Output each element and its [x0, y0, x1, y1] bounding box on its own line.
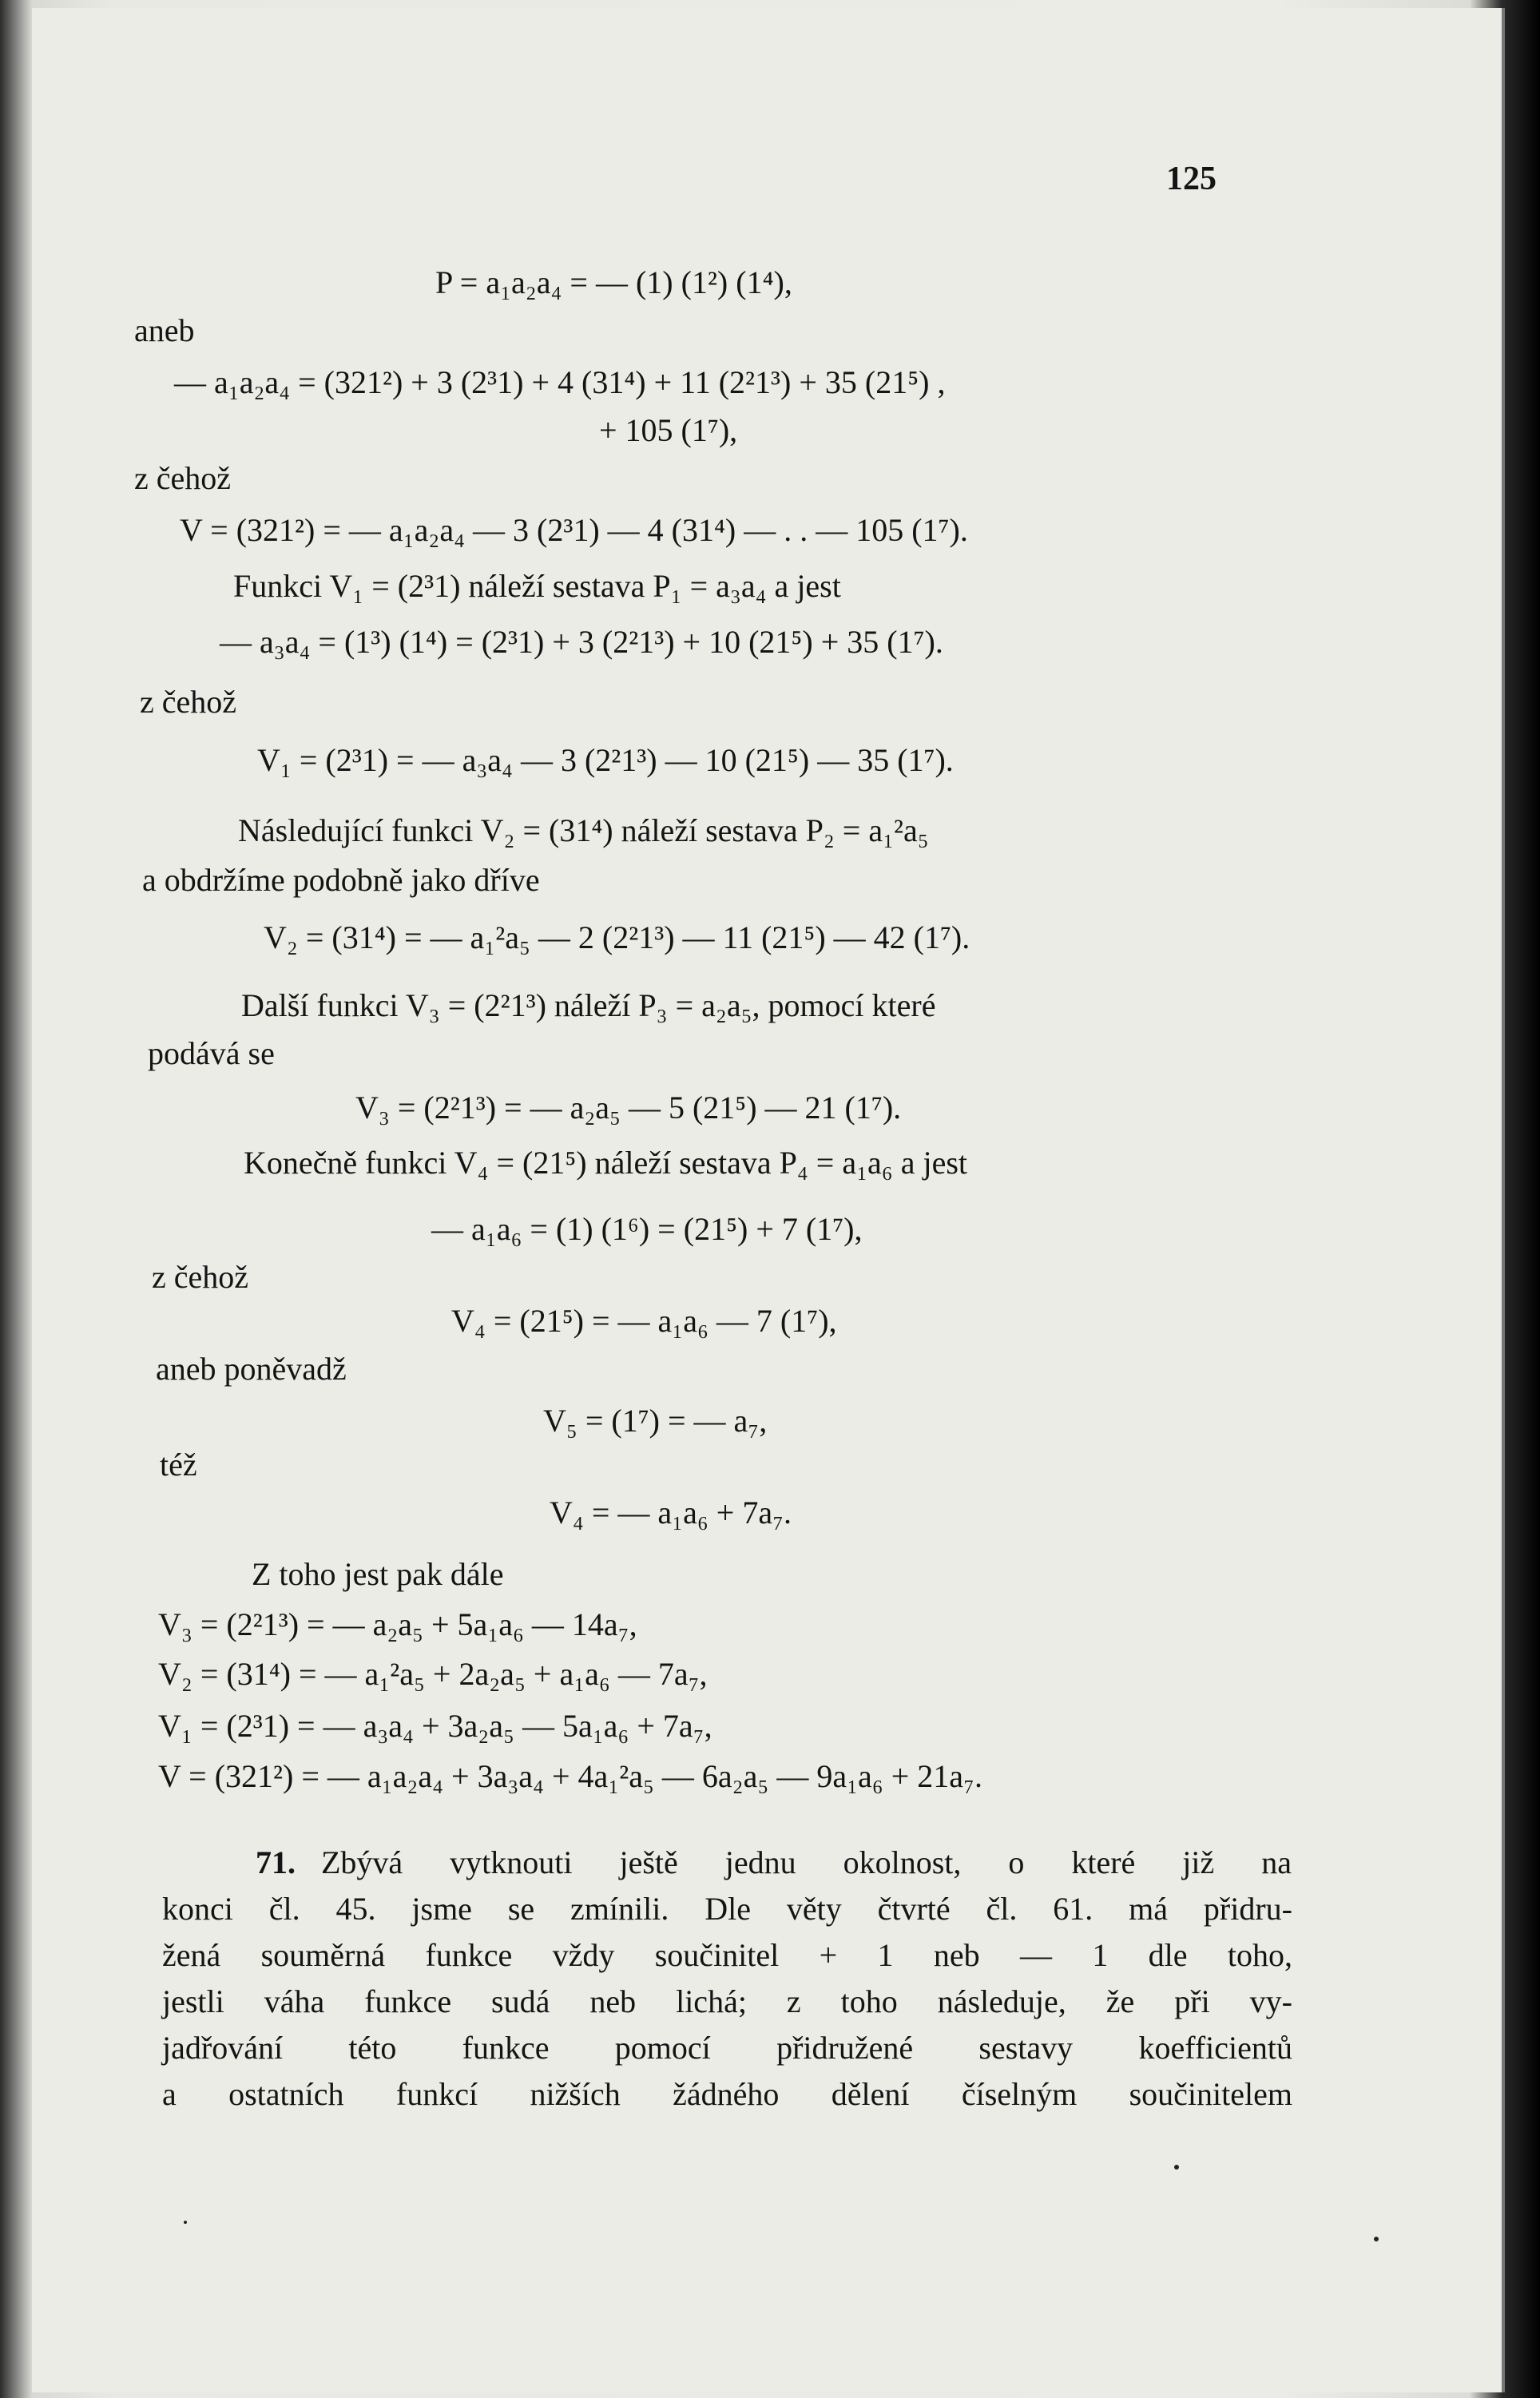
ink-speck [1174, 2165, 1179, 2170]
equation-v-final: V = (321²) = — a₁a₂a₄ + 3a₃a₄ + 4a₁²a₅ — 6a₂a₅ — 9a₁a₆ + 21a₇. [158, 1758, 982, 1794]
text-z-cehoz-2: z čehož [140, 684, 237, 720]
text-konecne: Konečně funkci V₄ = (21⁵) náleží sestava P₄ = a₁a₆ a jest [244, 1145, 968, 1181]
equation-v5: V₅ = (1⁷) = — a₇, [543, 1403, 768, 1439]
paragraph-71-number: 71. [256, 1844, 296, 1880]
paragraph-71-line-5: jadřování této funkce pomocí přidružené sestavy koefficientů [162, 2030, 1292, 2066]
paragraph-number [256, 1844, 296, 1882]
ink-speck [184, 2221, 187, 2224]
text-funkci-v1: Funkci V₁ = (2³1) náleží sestava P₁ = a₃a₄ a jest [233, 568, 841, 604]
equation-v3-final: V₃ = (2²1³) = — a₂a₅ + 5a₁a₆ — 14a₇, [158, 1606, 637, 1642]
text-obdrzime: a obdržíme podobně jako dříve [142, 862, 540, 898]
equation-v4-final: V₄ = — a₁a₆ + 7a₇. [550, 1495, 792, 1531]
ink-speck [1374, 2237, 1379, 2241]
equation-v: V = (321²) = — a₁a₂a₄ — 3 (2³1) — 4 (31⁴) — . . — 105 (1⁷). [180, 512, 968, 548]
text-aneb: aneb [134, 312, 195, 348]
paragraph-71-line-1: Zbývá vytknouti ještě jednu okolnost, o které již na [321, 1844, 1292, 1880]
text-podava: podává se [148, 1035, 275, 1071]
text-z-toho: Z toho jest pak dále [252, 1556, 504, 1592]
text-z-cehoz: z čehož [134, 460, 232, 496]
equation-expansion-cont: + 105 (1⁷), [599, 412, 738, 448]
equation-a3a4: — a₃a₄ = (1³) (1⁴) = (2³1) + 3 (2²1³) + 10 (21⁵) + 35 (1⁷). [220, 624, 943, 660]
equation-p: P = a₁a₂a₄ = — (1) (1²) (1⁴), [435, 264, 792, 300]
text-z-cehoz-3: z čehož [152, 1259, 249, 1295]
page-number: 125 [1166, 161, 1217, 197]
paragraph-71-line-2: konci čl. 45. jsme se zmínili. Dle věty čtvrté čl. 61. má přidru- [162, 1891, 1292, 1927]
book-page [32, 8, 1505, 2392]
text-aneb-ponevadz: aneb poněvadž [156, 1351, 347, 1387]
text-nasledujici: Následující funkci V₂ = (31⁴) náleží sestava P₂ = a₁²a₅ [238, 812, 929, 848]
text-tez: též [160, 1447, 197, 1483]
equation-v2: V₂ = (31⁴) = — a₁²a₅ — 2 (2²1³) — 11 (21⁵) — 42 (1⁷). [264, 919, 970, 955]
equation-v2-final: V₂ = (31⁴) = — a₁²a₅ + 2a₂a₅ + a₁a₆ — 7a₇, [158, 1656, 708, 1692]
equation-v1: V₁ = (2³1) = — a₃a₄ — 3 (2²1³) — 10 (21⁵) — 35 (1⁷). [257, 742, 954, 778]
paragraph-71-line-4: jestli váha funkce sudá neb lichá; z toho následuje, že při vy- [162, 1983, 1292, 2019]
equation-v4: V₄ = (21⁵) = — a₁a₆ — 7 (1⁷), [451, 1303, 837, 1339]
text-dalsi: Další funkci V₃ = (2²1³) náleží P₃ = a₂a₅, pomocí které [241, 987, 936, 1023]
equation-expansion: — a₁a₂a₄ = (321²) + 3 (2³1) + 4 (31⁴) + 11 (2²1³) + 35 (21⁵) , [174, 364, 946, 400]
paragraph-71-line-3: žená souměrná funkce vždy součinitel + 1 neb — 1 dle toho, [162, 1937, 1292, 1973]
equation-v1-final: V₁ = (2³1) = — a₃a₄ + 3a₂a₅ — 5a₁a₆ + 7a₇, [158, 1708, 712, 1744]
paragraph-71-line-6: a ostatních funkcí nižších žádného dělení číselným součinitelem [162, 2076, 1292, 2112]
equation-a1a6: — a₁a₆ = (1) (1⁶) = (21⁵) + 7 (1⁷), [431, 1211, 863, 1247]
equation-v3: V₃ = (2²1³) = — a₂a₅ — 5 (21⁵) — 21 (1⁷). [355, 1090, 902, 1126]
